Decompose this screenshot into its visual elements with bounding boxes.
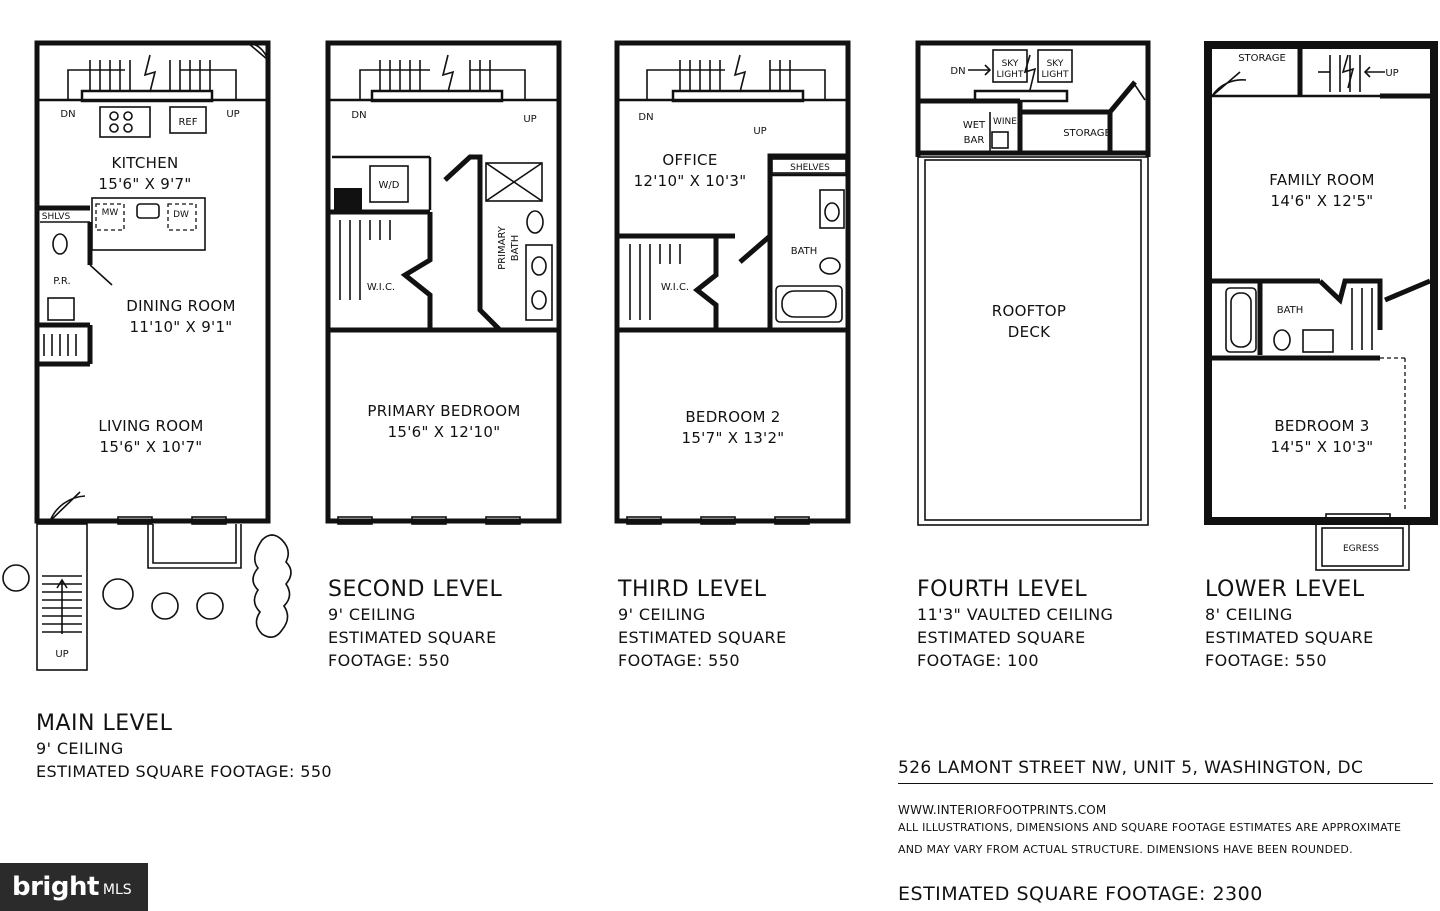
bedroom2-dim: 15'7" X 13'2" [681,429,785,447]
kitchen-name: KITCHEN [111,154,179,172]
lower-level-sqft-1: ESTIMATED SQUARE [1205,628,1374,647]
ref-label: REF [178,117,198,128]
lower-bath-label: BATH [1276,305,1304,316]
website-text: WWW.INTERIORFOOTPRINTS.COM [898,803,1107,817]
mw-label: MW [101,208,119,218]
fourth-level-sqft-2: FOOTAGE: 100 [917,651,1039,670]
skylight2-l1: SKY [1046,59,1064,69]
skylight1-l2: LIGHT [996,70,1024,80]
second-level-sqft-1: ESTIMATED SQUARE [328,628,497,647]
stoop-up-label: UP [55,649,69,660]
second-dn-label: DN [351,110,367,121]
skylight2-l2: LIGHT [1041,70,1069,80]
wine-label: WINE [993,117,1017,127]
watermark-brand: bright [12,872,99,902]
third-level-caption [618,577,787,672]
second-level-ceiling: 9' CEILING [328,605,416,624]
rooftop-line1: ROOFTOP [991,302,1067,320]
bedroom3-name: BEDROOM 3 [1274,417,1370,435]
second-level-title: SECOND LEVEL [328,577,503,602]
office-dim: 12'10" X 10'3" [633,172,747,190]
second-level-sqft-2: FOOTAGE: 550 [328,651,450,670]
wd-label: W/D [378,180,400,191]
lower-level-caption [1205,577,1374,672]
third-dn-label: DN [638,112,654,123]
third-level-sqft-2: FOOTAGE: 550 [618,651,740,670]
bright-mls-watermark [0,863,148,911]
bedroom3-dim: 14'5" X 10'3" [1270,438,1374,456]
third-level-sqft-1: ESTIMATED SQUARE [618,628,787,647]
family-dim: 14'6" X 12'5" [1270,192,1374,210]
primary-bath-label-2: BATH [510,234,521,262]
main-level-plan [3,43,291,670]
main-level-sqft: ESTIMATED SQUARE FOOTAGE: 550 [36,762,332,781]
dw-label: DW [173,210,189,220]
office-name: OFFICE [662,151,718,169]
wetbar-l1: WET [962,120,986,131]
main-level-ceiling: 9' CEILING [36,739,124,758]
disclaimer-line-2: AND MAY VARY FROM ACTUAL STRUCTURE. DIMENSIONS HAVE BEEN ROUNDED. [898,843,1353,856]
fourth-level-plan [918,43,1148,525]
lower-level-title: LOWER LEVEL [1205,577,1365,602]
kitchen-dim: 15'6" X 9'7" [98,175,192,193]
lower-level-ceiling: 8' CEILING [1205,605,1293,624]
skylight1-l1: SKY [1001,59,1019,69]
main-level-caption [36,711,332,783]
primary-bedroom-name: PRIMARY BEDROOM [367,402,521,420]
main-level-title: MAIN LEVEL [36,711,173,736]
second-level-caption [328,577,502,672]
disclaimer-line-1: ALL ILLUSTRATIONS, DIMENSIONS AND SQUARE FOOTAGE ESTIMATES ARE APPROXIMATE [898,821,1402,834]
property-address: 526 LAMONT STREET NW, UNIT 5, WASHINGTON, DC [898,758,1433,784]
fourth-storage-label: STORAGE [1063,128,1111,139]
watermark-suffix: MLS [102,882,132,898]
third-bath-label: BATH [790,246,818,257]
lower-level-sqft-2: FOOTAGE: 550 [1205,651,1327,670]
shelves-label: SHELVES [790,163,830,173]
wetbar-l2: BAR [963,135,985,146]
living-dim: 15'6" X 10'7" [99,438,203,456]
fourth-level-caption [917,577,1113,672]
third-wic-label: W.I.C. [660,282,690,293]
dining-name: DINING ROOM [126,297,236,315]
fourth-level-ceiling: 11'3" VAULTED CEILING [917,605,1114,624]
bedroom2-name: BEDROOM 2 [685,408,781,426]
fourth-level-sqft-1: ESTIMATED SQUARE [917,628,1086,647]
lower-level-plan [1208,45,1434,570]
rooftop-line2: DECK [1007,323,1051,341]
third-level-title: THIRD LEVEL [618,577,767,602]
primary-bath-label-1: PRIMARY [497,226,508,270]
family-name: FAMILY ROOM [1269,171,1375,189]
main-dn-label: DN [60,109,76,120]
fourth-level-title: FOURTH LEVEL [917,577,1088,602]
shlvs-label: SHLVS [41,212,71,222]
third-level-plan [617,43,848,524]
main-up-label: UP [226,109,240,120]
lower-storage-label: STORAGE [1238,53,1286,64]
property-info [898,758,1433,861]
second-wic-label: W.I.C. [366,282,396,293]
fourth-dn-label: DN [950,66,966,77]
third-up-label: UP [753,126,767,137]
third-level-ceiling: 9' CEILING [618,605,706,624]
primary-bedroom-dim: 15'6" X 12'10" [387,423,501,441]
lower-up-label: UP [1385,68,1399,79]
second-level-plan [328,43,559,524]
second-up-label: UP [523,114,537,125]
dining-dim: 11'10" X 9'1" [129,318,233,336]
pr-label: P.R. [53,276,71,287]
total-square-footage: ESTIMATED SQUARE FOOTAGE: 2300 [898,883,1263,905]
egress-label: EGRESS [1342,544,1380,554]
living-name: LIVING ROOM [98,417,204,435]
